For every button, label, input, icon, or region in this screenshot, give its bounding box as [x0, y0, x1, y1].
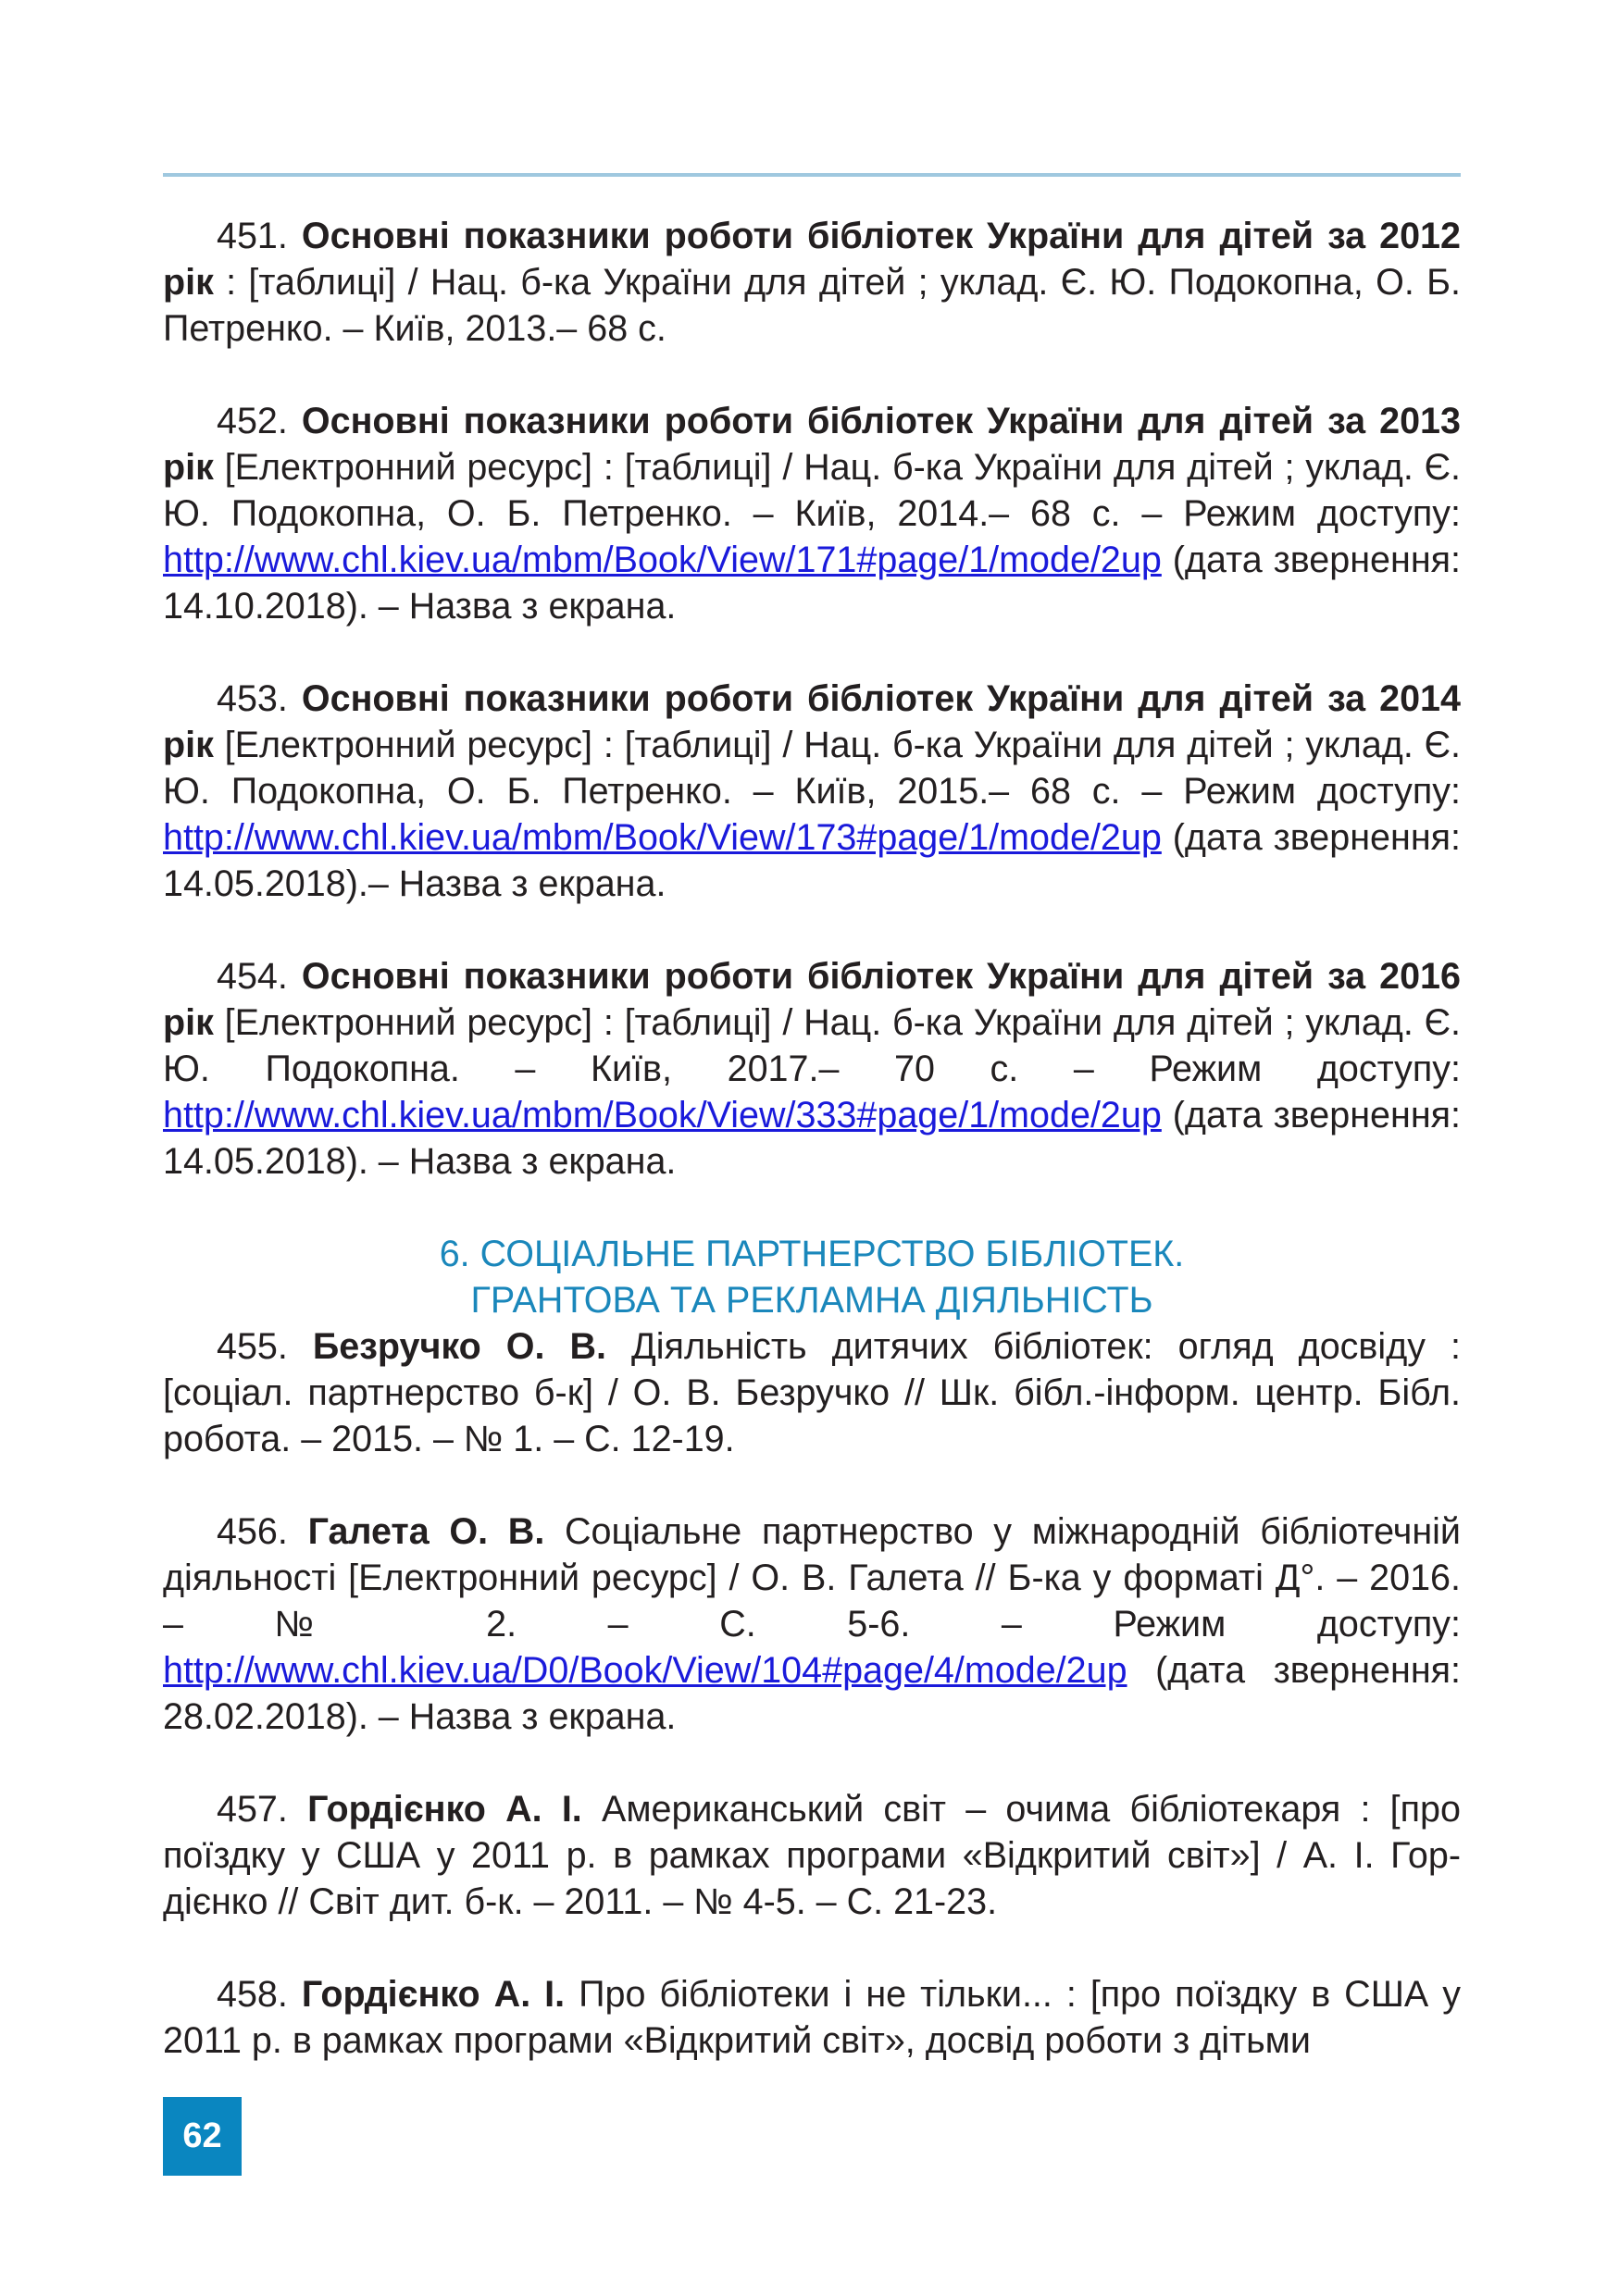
entry-author: Безручко О. В. — [312, 1326, 607, 1367]
entry-author: Галета О. В. — [307, 1511, 545, 1552]
entry-text: Соціальне партнерство у міжнародній бібліотечній діяльності [Електронний ресурс] / О. В. Галета // Б-ка у форматі Д°. – 2016. – № 2. – С. 5-6. – Режим доступу: — [163, 1511, 1461, 1644]
entry-link[interactable]: http://www.chl.kiev.ua/mbm/Book/View/173#page/1/mode/2up — [163, 817, 1162, 858]
entry-title: Основні показники роботи бібліотек України для дітей за 2014 рік — [163, 678, 1461, 765]
entry-454 — [163, 953, 1461, 1185]
entry-number: 456. — [217, 1511, 288, 1552]
entry-author: Гордієнко А. І. — [307, 1789, 582, 1830]
entry-text: Про бібліотеки і не тільки... : [про поїздку в США у 2011 р. в рамках програми «Відкритий світ», досвід роботи з дітьми — [163, 1974, 1461, 2061]
section-heading-line-1: 6. СОЦІАЛЬНЕ ПАРТНЕРСТВО БІБЛІОТЕК. — [439, 1234, 1185, 1274]
entry-text-after: (дата звернення: 14.05.2018). – Назва з екрана. — [163, 1095, 1461, 1182]
entry-text-after: (дата звернення: 28.02.2018). – Назва з екрана. — [163, 1650, 1461, 1737]
entry-number: 458. — [217, 1974, 288, 2015]
entry-number: 451. — [217, 216, 288, 256]
entry-link[interactable]: http://www.chl.kiev.ua/D0/Book/View/104#page/4/mode/2up — [163, 1650, 1127, 1691]
entry-text: [Електронний ресурс] : [таблиці] / Нац. б-ка України для дітей ; уклад. Є. Ю. Подокопна. – Київ, 2017.– 70 с. – Режим доступу: — [163, 1002, 1461, 1089]
entry-number: 453. — [217, 678, 288, 719]
page-number-badge — [163, 2097, 242, 2176]
entry-452 — [163, 398, 1461, 629]
entry-number: 454. — [217, 956, 288, 997]
entry-text-after: (дата звернення: 14.05.2018).– Назва з екрана. — [163, 817, 1461, 904]
entry-458 — [163, 1971, 1461, 2064]
entry-455 — [163, 1323, 1461, 1462]
entry-text: Американський світ – очима бібліотекаря : [про поїздку у США у 2011 р. в рамках програми «Відкритий світ»] / А. І. Гордієнко // Світ дит. б-к. – 2011. – № 4-5. – С. 21-23. — [163, 1789, 1461, 1922]
entry-author: Гордієнко А. І. — [301, 1974, 566, 2015]
entry-text: [Електронний ресурс] : [таблиці] / Нац. б-ка України для дітей ; уклад. Є. Ю. Подокопна, О. Б. Петренко. – Київ, 2015.– 68 с. – Режим доступу: — [163, 725, 1461, 812]
entry-451 — [163, 213, 1461, 352]
page-body — [163, 213, 1461, 2110]
entry-456 — [163, 1508, 1461, 1740]
page-number: 62 — [182, 2116, 222, 2155]
section-heading-line-2: ГРАНТОВА ТА РЕКЛАМНА ДІЯЛЬНІСТЬ — [470, 1280, 1153, 1321]
entry-number: 457. — [217, 1789, 288, 1830]
entry-text: : [таблиці] / Нац. б-ка України для дітей ; уклад. Є. Ю. Подокопна, О. Б. Петренко. – Київ, 2013.– 68 с. — [163, 262, 1461, 349]
entry-link[interactable]: http://www.chl.kiev.ua/mbm/Book/View/333#page/1/mode/2up — [163, 1095, 1162, 1136]
entry-number: 452. — [217, 401, 288, 441]
entry-453 — [163, 676, 1461, 907]
entry-text: [Електронний ресурс] : [таблиці] / Нац. б-ка України для дітей ; уклад. Є. Ю. Подокопна, О. Б. Петренко. – Київ, 2014.– 68 с. – Режим доступу: — [163, 447, 1461, 534]
entry-title: Основні показники роботи бібліотек України для дітей за 2013 рік — [163, 401, 1461, 488]
section-heading — [163, 1231, 1461, 1323]
entry-number: 455. — [217, 1326, 288, 1367]
entry-text: Діяльність дитячих бібліотек: огляд досвіду : [соціал. партнерство б-к] / О. В. Безручко // Шк. бібл.-інформ. центр. Бібл. робота. – 2015. – № 1. – С. 12-19. — [163, 1326, 1461, 1459]
header-rule — [163, 173, 1461, 177]
entry-title: Основні показники роботи бібліотек України для дітей за 2012 рік — [163, 216, 1461, 303]
entry-title: Основні показники роботи бібліотек України для дітей за 2016 рік — [163, 956, 1461, 1043]
entry-link[interactable]: http://www.chl.kiev.ua/mbm/Book/View/171#page/1/mode/2up — [163, 540, 1162, 580]
entry-457 — [163, 1786, 1461, 1925]
entry-text-after: (дата звернення: 14.10.2018). – Назва з екрана. — [163, 540, 1461, 627]
